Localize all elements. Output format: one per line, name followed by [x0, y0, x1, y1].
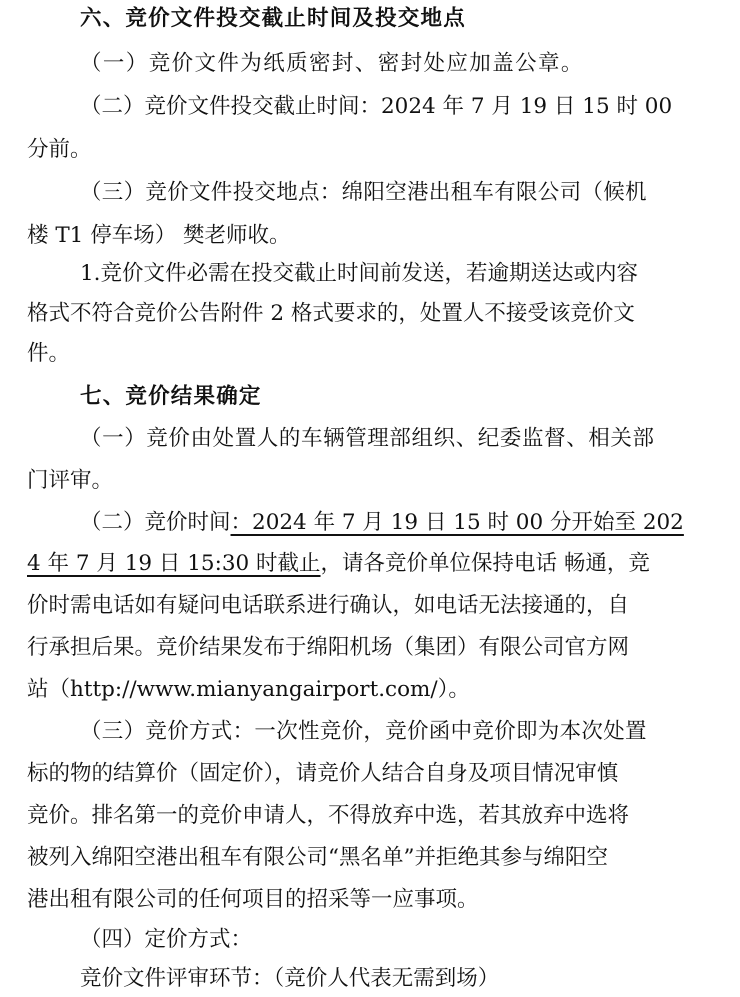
section-6-note-1-line-2: 格式不符合竞价公告附件 2 格式要求的，处置人不接受该竞价文 — [27, 301, 635, 326]
section-7-item-2-line-2 — [27, 553, 650, 575]
bid-time-phone-note: ，请各竞价单位保持电话 畅通，竞 — [320, 551, 650, 576]
section-7-item-1-line-1: （一）竞价由处置人的车辆管理部组织、纪委监督、相关部 — [80, 426, 655, 451]
section-7-item-2-line-4: 行承担后果。竞价结果发布于绵阳机场（集团）有限公司官方网 — [27, 635, 630, 660]
section-6-item-2-line-1: （二）竞价文件投交截止时间：2024 年 7 月 19 日 15 时 00 — [80, 94, 673, 119]
section-6-note-1-line-1: 1.竞价文件必需在投交截止时间前发送，若逾期送达或内容 — [80, 261, 639, 286]
section-7-item-2-line-1 — [80, 512, 684, 534]
section-7-item-3-line-2: 标的物的结算价（固定价），请竞价人结合自身及项目情况审慎 — [27, 761, 619, 786]
section-7-item-2-line-3: 价时需电话如有疑问电话联系进行确认，如电话无法接通的，自 — [27, 593, 630, 618]
bid-time-range-start: ：2024 年 7 月 19 日 15 时 00 分开始至 202 — [230, 510, 684, 535]
section-6-heading: 六、竞价文件投交截止时间及投交地点 — [80, 6, 466, 31]
section-7-item-3-line-4: 被列入绵阳空港出租车有限公司“黑名单”并拒绝其参与绵阳空 — [27, 845, 608, 870]
section-6-item-2-line-2: 分前。 — [27, 137, 92, 162]
section-7-item-3-line-1: （三）竞价方式：一次性竞价，竞价函中竞价即为本次处置 — [80, 719, 647, 744]
section-7-heading: 七、竞价结果确定 — [80, 384, 262, 409]
section-7-item-4: （四）定价方式： — [80, 927, 253, 952]
section-6-item-3-line-2: 楼 T1 停车场） 樊老师收。 — [27, 223, 291, 248]
section-7-item-2-line-5: 站（http://www.mianyangairport.com/）。 — [27, 677, 470, 702]
section-7-item-4-sub: 竞价文件评审环节：（竞价人代表无需到场） — [80, 966, 500, 991]
section-6-note-1-line-3: 件。 — [27, 341, 71, 366]
section-7-item-3-line-3: 竞价。排名第一的竞价申请人，不得放弃中选，若其放弃中选将 — [27, 803, 630, 828]
section-7-item-3-line-5: 港出租有限公司的任何项目的招采等一应事项。 — [27, 887, 479, 912]
section-6-item-1: （一）竞价文件为纸质密封、密封处应加盖公章。 — [80, 51, 584, 76]
bid-time-range-end: 4 年 7 月 19 日 15:30 时截止 — [27, 551, 321, 576]
bid-time-label: （二）竞价时间 — [80, 510, 231, 535]
section-6-item-3-line-1: （三）竞价文件投交地点：绵阳空港出租车有限公司（候机 — [80, 180, 647, 205]
section-7-item-1-line-2: 门评审。 — [27, 468, 114, 493]
